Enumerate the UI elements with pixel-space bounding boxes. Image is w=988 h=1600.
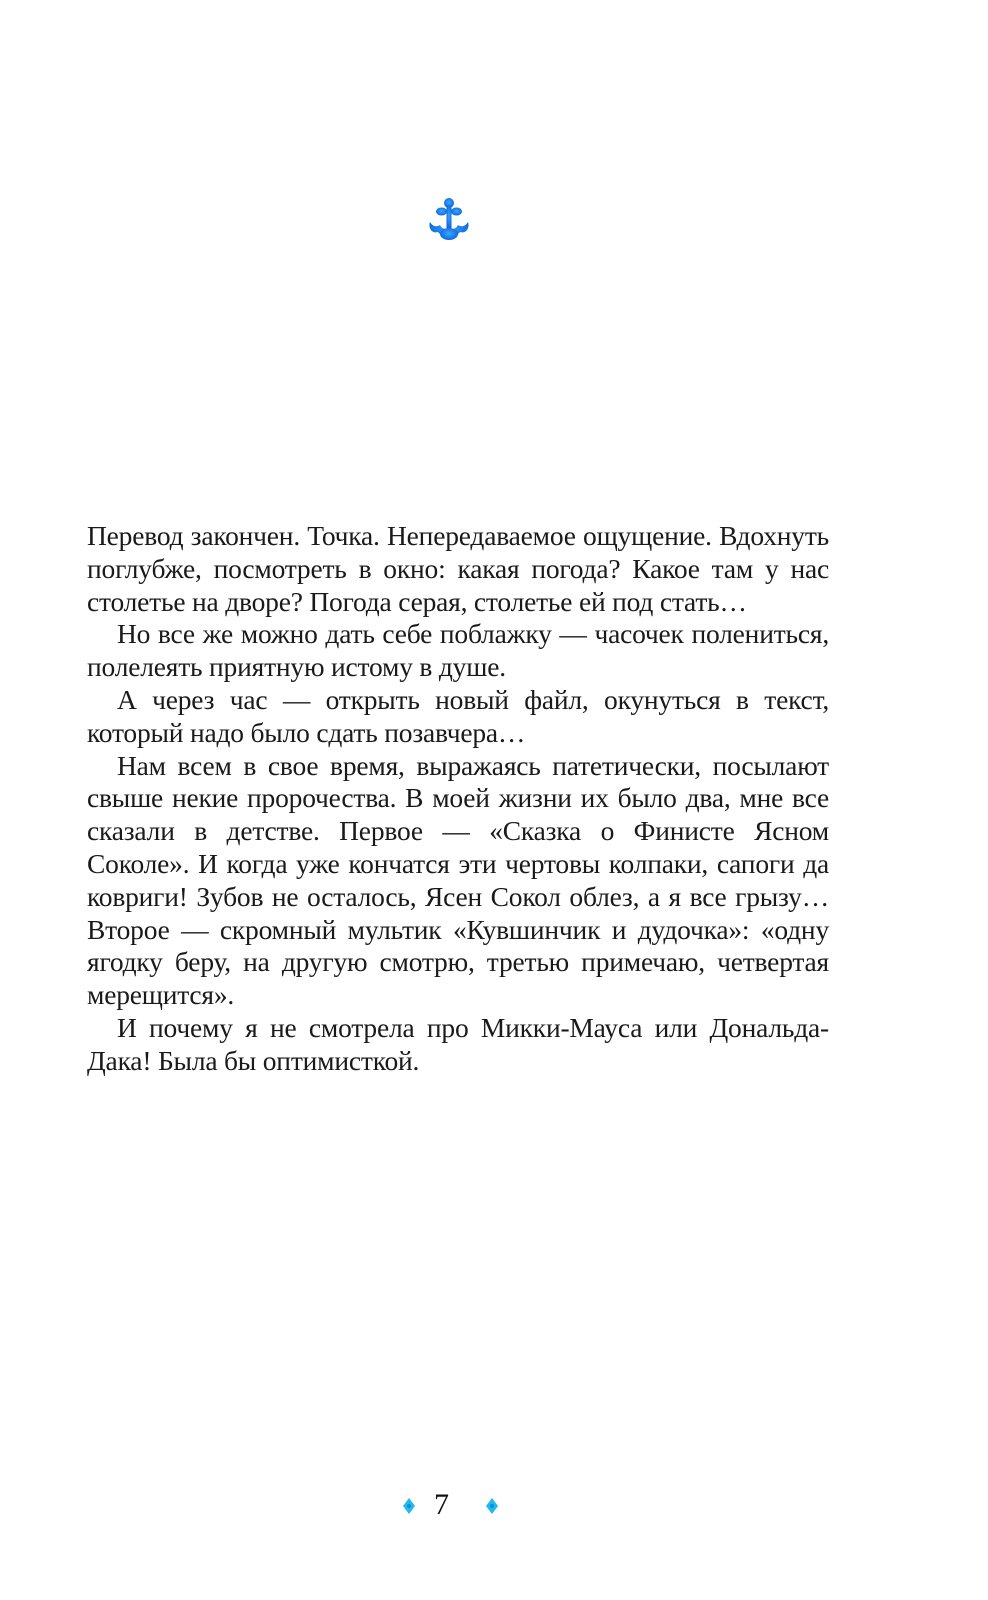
body-text: [87, 520, 829, 1078]
paragraph: Перевод закончен. Точка. Непередаваемое ощущение. Вдохнуть поглубже, посмотреть в окно: какая погода? Какое там у нас столетье на дворе? Погода серая, столетье ей под стать…: [87, 520, 829, 617]
paragraph: Но все же можно дать себе поблажку — часочек полениться, полелеять приятную истому в душе.: [87, 618, 829, 683]
paragraph: А через час — открыть новый файл, окунуться в текст, который надо было сдать позавчера…: [87, 683, 829, 748]
diamond-icon: [402, 1498, 416, 1514]
paragraph: Нам всем в свое время, выражаясь патетически, посылают свыше некие пророчества. В моей жизни их было два, мне все сказали в детстве. Первое — «Сказка о Финисте Ясном Соколе». И когда уже кончатся эти чертовы колпаки, сапоги да ковриги! Зубов не осталось, Ясен Сокол облез, а я все грызу… Второе — скромный мультик «Кувшинчик и дудочка»: «одну ягодку беру, на другую смотрю, третью примечаю, четвертая мерещится».: [87, 749, 829, 1011]
diamond-icon: [485, 1498, 499, 1514]
paragraph: И почему я не смотрела про Микки-Мауса или Дональда-Дака! Была бы оптимисткой.: [87, 1011, 829, 1076]
fleuron-anchor-icon: [426, 196, 472, 244]
page-footer: [0, 1488, 988, 1528]
page-number: 7: [434, 1488, 449, 1521]
